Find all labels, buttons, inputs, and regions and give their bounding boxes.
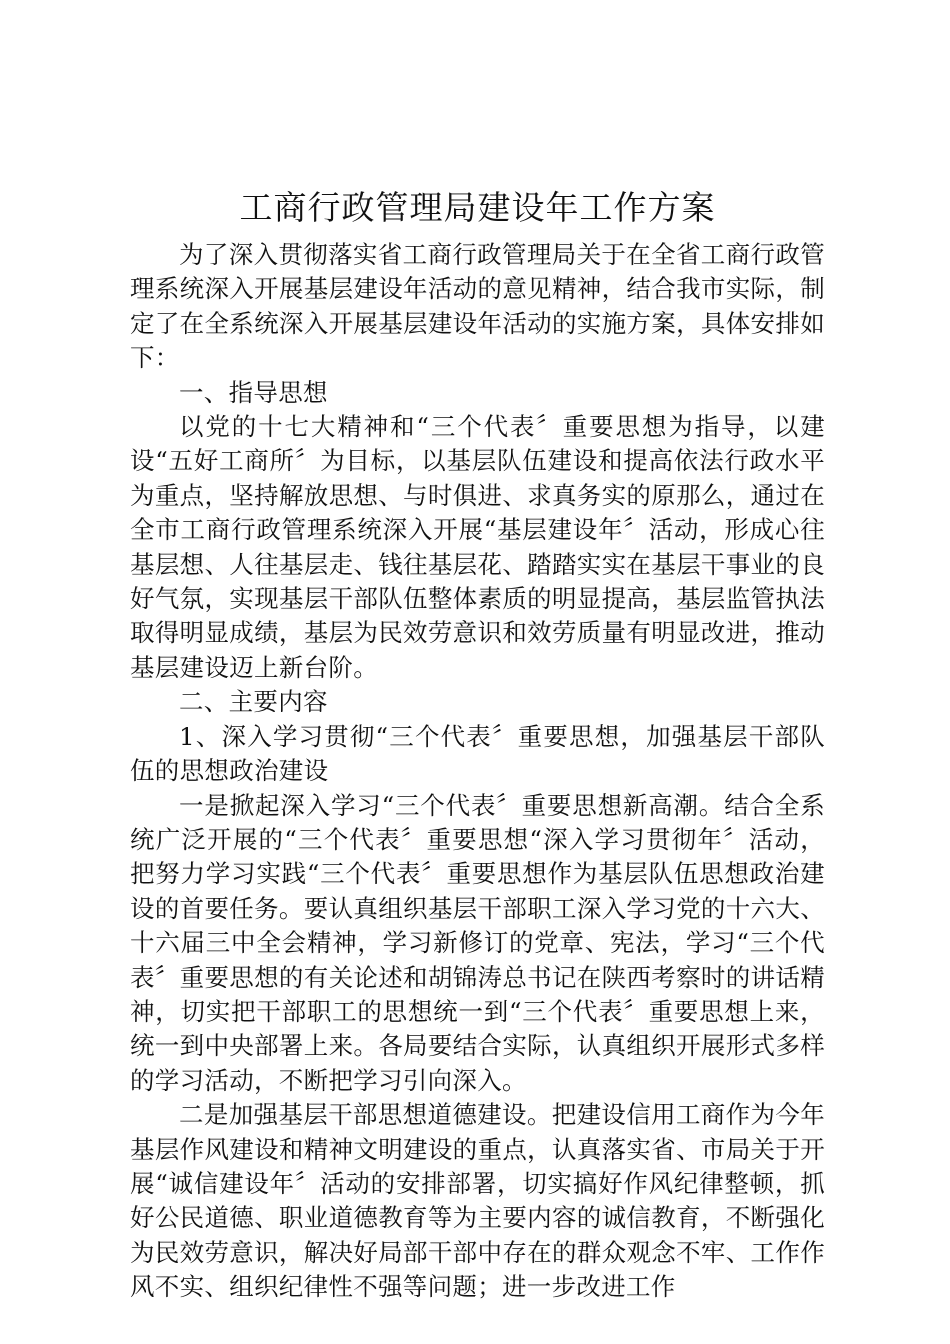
item-1-heading: 1、深入学习贯彻“三个代表〞重要思想，加强基层干部队伍的思想政治建设 <box>130 721 825 786</box>
item-1-paragraph-2: 二是加强基层干部思想道德建设。把建设信用工商作为今年基层作风建设和精神文明建设的重点，认真落实省、市局关于开展“诚信建设年〞活动的安排部署，切实搞好作风纪律整顿，抓好公民道德、职业道德教育等为主要内容的诚信教育，不断强化为民效劳意识，解决好局部干部中存在的群众观念不牢、工作作风不实、组织纪律性不强等问题；进一步改进工作 <box>130 1100 826 1302</box>
section-heading-main-content: 二、主要内容 <box>179 687 328 717</box>
document-page <box>130 180 825 1305</box>
guiding-ideology-paragraph: 以党的十七大精神和“三个代表〞重要思想为指导，以建设“五好工商所〞为目标，以基层队伍建设和提高依法行政水平为重点，坚持解放思想、与时俱进、求真务实的原那么，通过在全市工商行政管理系统深入开展“基层建设年〞活动，形成心往基层想、人往基层走、钱往基层花、踏踏实实在基层干事业的良好气氛，实现基层干部队伍整体素质的明显提高，基层监管执法取得明显成绩，基层为民效劳意识和效劳质量有明显改进，推动基层建设迈上新台阶。 <box>130 412 826 682</box>
intro-paragraph: 为了深入贯彻落实省工商行政管理局关于在全省工商行政管理系统深入开展基层建设年活动的意见精神，结合我市实际，制定了在全系统深入开展基层建设年活动的实施方案，具体安排如下： <box>130 240 825 373</box>
item-1-paragraph-1: 一是掀起深入学习“三个代表〞重要思想新高潮。结合全系统广泛开展的“三个代表〞重要思想“深入学习贯彻年〞活动，把努力学习实践“三个代表〞重要思想作为基层队伍思想政治建设的首要任务。要认真组织基层干部职工深入学习党的十六大、十六届三中全会精神，学习新修订的党章、宪法，学习“三个代表〞重要思想的有关论述和胡锦涛总书记在陕西考察时的讲话精神，切实把干部职工的思想统一到“三个代表〞重要思想上来，统一到中央部署上来。各局要结合实际，认真组织开展形式多样的学习活动，不断把学习引向深入。 <box>130 790 825 1095</box>
section-heading-guiding-ideology: 一、指导思想 <box>179 377 328 407</box>
document-title: 工商行政管理局建设年工作方案 <box>239 188 716 227</box>
